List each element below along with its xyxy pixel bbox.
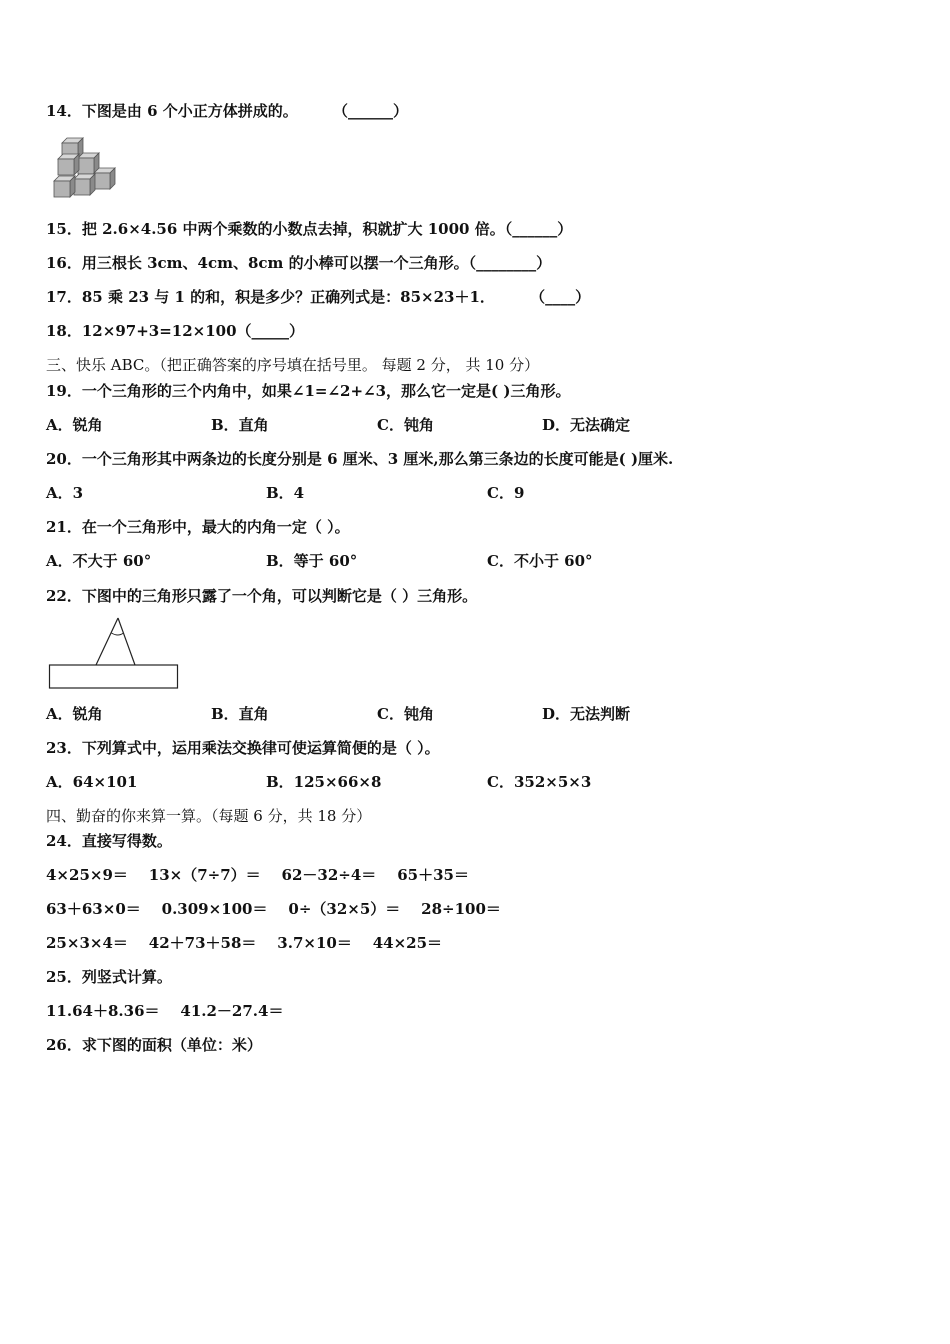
question-22: 22．下图中的三角形只露了一个角，可以判断它是（ ）三角形。 — [46, 587, 478, 605]
calc-row: 4×25×9＝ 13×（7÷7）＝ 62－32÷4＝ 65＋35＝ — [46, 866, 469, 884]
cube — [58, 154, 79, 175]
calc-row: 25×3×4＝ 42＋73＋58＝ 3.7×10＝ 44×25＝ — [46, 934, 443, 952]
question-16: 16．用三根长 3cm、4cm、8cm 的小棒可以摆一个三角形。（________） — [46, 254, 552, 272]
question-23: 23．下列算式中，运用乘法交换律可使运算简便的是（ ）。 — [46, 739, 440, 757]
option-a: A．锐角 — [46, 705, 103, 723]
question-24: 24．直接写得数。 — [46, 832, 172, 850]
option-a: A．锐角 — [46, 416, 103, 434]
option-d: D．无法确定 — [542, 416, 631, 434]
option-b: B．直角 — [211, 416, 269, 434]
option-a: A．64×101 — [46, 773, 138, 791]
answer-blank: （______） — [333, 102, 409, 120]
question-21: 21．在一个三角形中，最大的内角一定（ ）。 — [46, 518, 350, 536]
triangle-side-left — [96, 618, 118, 665]
option-c: C．钝角 — [377, 416, 434, 434]
question-17 — [46, 287, 590, 307]
cubes-figure — [52, 136, 120, 200]
option-b: B．直角 — [211, 705, 269, 723]
cube — [94, 168, 115, 189]
angle-arc — [112, 633, 124, 635]
question-26: 26．求下图的面积（单位：米） — [46, 1036, 262, 1054]
option-a: A．不大于 60° — [46, 552, 152, 570]
question-14 — [46, 101, 408, 121]
option-c: C．钝角 — [377, 705, 434, 723]
option-c: C．352×5×3 — [487, 773, 592, 791]
option-c: C．不小于 60° — [487, 552, 593, 570]
option-a: A．3 — [46, 484, 84, 502]
section-4-heading: 四、勤奋的你来算一算。（每题 6 分，共 18 分） — [46, 807, 372, 825]
question-14-text: 14．下图是由 6 个小正方体拼成的。 — [46, 102, 298, 120]
triangle-side-right — [118, 618, 135, 665]
answer-blank: （____） — [530, 288, 591, 306]
question-25: 25．列竖式计算。 — [46, 968, 172, 986]
question-17-text: 17．85 乘 23 与 1 的和，积是多少？正确列式是：85×23＋1． — [46, 288, 495, 306]
calc-row: 11.64＋8.36＝ 41.2－27.4＝ — [46, 1002, 284, 1020]
cover-rectangle — [50, 665, 178, 688]
section-3-heading: 三、快乐 ABC。（把正确答案的序号填在括号里。 每题 2 分， 共 10 分） — [46, 356, 540, 374]
option-b: B．等于 60° — [266, 552, 358, 570]
option-c: C．9 — [487, 484, 525, 502]
option-d: D．无法判断 — [542, 705, 631, 723]
question-18: 18．12×97+3=12×100（_____） — [46, 322, 305, 340]
option-b: B．4 — [266, 484, 305, 502]
question-20: 20．一个三角形其中两条边的长度分别是 6 厘米、3 厘米,那么第三条边的长度可能是( )厘米. — [46, 450, 674, 468]
question-19: 19．一个三角形的三个内角中，如果∠1=∠2+∠3，那么它一定是( )三角形。 — [46, 382, 571, 400]
cube — [74, 174, 95, 195]
calc-row: 63＋63×0＝ 0.309×100＝ 0÷（32×5）＝ 28÷100＝ — [46, 900, 501, 918]
question-15: 15．把 2.6×4.56 中两个乘数的小数点去掉，积就扩大 1000 倍。（______） — [46, 220, 573, 238]
cube — [54, 176, 75, 197]
option-b: B．125×66×8 — [266, 773, 382, 791]
partial-triangle-figure — [48, 615, 182, 691]
